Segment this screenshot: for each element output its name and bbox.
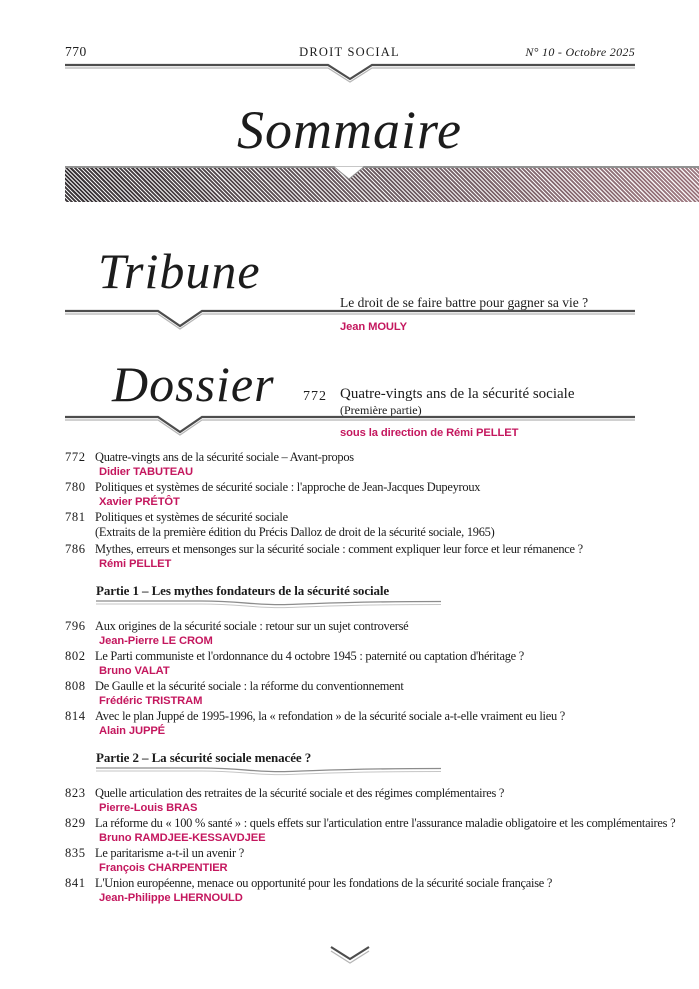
toc-entry-subtitle: (Extraits de la première édition du Précis Dalloz de droit de la sécurité sociale, 1965) bbox=[95, 525, 495, 539]
toc-entry-author: Rémi PELLET bbox=[99, 558, 172, 570]
toc-page-number: 823 bbox=[65, 786, 86, 800]
band-notch-icon bbox=[333, 166, 365, 181]
toc-entry bbox=[65, 480, 685, 508]
part-heading bbox=[96, 582, 685, 609]
toc-entry-title: Mythes, erreurs et mensonges sur la sécurité sociale : comment expliquer leur force et leur rémanence ? bbox=[95, 542, 583, 556]
tribune-article-title: Le droit de se faire battre pour gagner sa vie ? bbox=[340, 295, 589, 310]
toc-entry bbox=[65, 816, 685, 844]
toc-entry-author: Bruno RAMDJEE-KESSAVDJEE bbox=[99, 832, 266, 844]
toc-entry bbox=[65, 786, 685, 814]
toc-entry-body bbox=[95, 649, 685, 677]
part-heading-title: Partie 1 – Les mythes fondateurs de la sécurité sociale bbox=[96, 583, 390, 598]
part-underline bbox=[96, 766, 441, 776]
part-heading-title: Partie 2 – La sécurité sociale menacée ? bbox=[96, 750, 312, 765]
dossier-lead-title: Quatre-vingts ans de la sécurité sociale bbox=[340, 386, 575, 402]
toc-entry-title: Quelle articulation des retraites de la sécurité sociale et des régimes complémentaires ? bbox=[95, 786, 505, 800]
toc-entry bbox=[65, 619, 685, 647]
toc-entry bbox=[65, 846, 685, 874]
dossier-heading: Dossier bbox=[112, 356, 275, 412]
tribune-author: Jean MOULY bbox=[340, 321, 407, 333]
page-title: Sommaire bbox=[237, 100, 462, 160]
toc-entry-body bbox=[95, 846, 685, 874]
toc-entry-title: L'Union européenne, menace ou opportunité pour les fondations de la sécurité sociale française ? bbox=[95, 876, 553, 890]
toc-entry-body bbox=[95, 709, 685, 737]
toc-page-number: 814 bbox=[65, 709, 86, 723]
toc-entry-title: Politiques et systèmes de sécurité sociale bbox=[95, 510, 288, 524]
toc-entry-title: Politiques et systèmes de sécurité sociale : l'approche de Jean-Jacques Dupeyroux bbox=[95, 480, 481, 494]
toc-entry-author: Jean-Philippe LHERNOULD bbox=[99, 892, 243, 904]
dossier-lead-subtitle: (Première partie) bbox=[340, 403, 422, 417]
toc-entry-author: Alain JUPPÉ bbox=[99, 725, 166, 737]
part-heading-inner bbox=[96, 583, 441, 609]
toc-entry bbox=[65, 649, 685, 677]
chevron-ornament-icon bbox=[330, 944, 370, 972]
toc-page-number: 808 bbox=[65, 679, 86, 693]
header-rule bbox=[65, 63, 635, 85]
part-heading-inner bbox=[96, 750, 441, 776]
toc-entry-body bbox=[95, 679, 685, 707]
toc-page-number: 802 bbox=[65, 649, 86, 663]
toc-entry-title: Avec le plan Juppé de 1995-1996, la « refondation » de la sécurité sociale a-t-elle vraiment eu lieu ? bbox=[95, 709, 566, 723]
dossier-lead-page-number: 772 bbox=[303, 389, 327, 404]
journal-title: DROIT SOCIAL bbox=[299, 45, 400, 59]
toc-entry-title: Le paritarisme a-t-il un avenir ? bbox=[95, 846, 244, 860]
part-underline bbox=[96, 599, 441, 609]
part-heading bbox=[96, 749, 685, 776]
toc-entry-title: De Gaulle et la sécurité sociale : la réforme du conventionnement bbox=[95, 679, 404, 693]
toc-entry-author: Frédéric TRISTRAM bbox=[99, 695, 203, 707]
toc-page-number: 780 bbox=[65, 480, 86, 494]
tribune-heading: Tribune bbox=[98, 243, 261, 299]
toc-entry-author: Jean-Pierre LE CROM bbox=[99, 635, 213, 647]
toc-entry bbox=[65, 450, 685, 478]
toc-page-number: 835 bbox=[65, 846, 86, 860]
dossier-direction: sous la direction de Rémi PELLET bbox=[340, 427, 519, 439]
issue-label: N° 10 - Octobre 2025 bbox=[525, 45, 635, 59]
toc-entry-author: François CHARPENTIER bbox=[99, 862, 228, 874]
toc-entry bbox=[65, 510, 685, 540]
toc-entry bbox=[65, 876, 685, 904]
toc-entry-body bbox=[95, 510, 685, 540]
toc-entry-body bbox=[95, 619, 685, 647]
toc-entry bbox=[65, 709, 685, 737]
toc-entry-body bbox=[95, 542, 685, 570]
toc-page-number: 781 bbox=[65, 510, 86, 524]
toc-entry-author: Pierre-Louis BRAS bbox=[99, 802, 198, 814]
toc-page-number: 841 bbox=[65, 876, 86, 890]
toc-page-number: 786 bbox=[65, 542, 86, 556]
decorative-band bbox=[65, 166, 699, 202]
toc-entry-title: Le Parti communiste et l'ordonnance du 4 octobre 1945 : paternité ou captation d'héritage ? bbox=[95, 649, 525, 663]
toc-entry-body bbox=[95, 816, 685, 844]
toc-page-number: 772 bbox=[65, 450, 86, 464]
toc-entry-title: Aux origines de la sécurité sociale : retour sur un sujet controversé bbox=[95, 619, 409, 633]
toc-entry-author: Bruno VALAT bbox=[99, 665, 170, 677]
toc-entry-author: Xavier PRÉTÔT bbox=[99, 496, 180, 508]
toc-entry bbox=[65, 679, 685, 707]
toc-page-number: 796 bbox=[65, 619, 86, 633]
toc-entry bbox=[65, 542, 685, 570]
toc-entry-body bbox=[95, 876, 685, 904]
toc-entry-body bbox=[95, 450, 685, 478]
toc-entry-author: Didier TABUTEAU bbox=[99, 466, 194, 478]
toc-entry-title: Quatre-vingts ans de la sécurité sociale – Avant-propos bbox=[95, 450, 354, 464]
header-page-number: 770 bbox=[65, 44, 87, 59]
toc-entry-body bbox=[95, 786, 685, 814]
toc-list bbox=[65, 450, 685, 906]
toc-entry-title: La réforme du « 100 % santé » : quels effets sur l'articulation entre l'assurance maladie obligatoire et les complémentaires ? bbox=[95, 816, 676, 830]
toc-page-number: 829 bbox=[65, 816, 86, 830]
toc-entry-body bbox=[95, 480, 685, 508]
